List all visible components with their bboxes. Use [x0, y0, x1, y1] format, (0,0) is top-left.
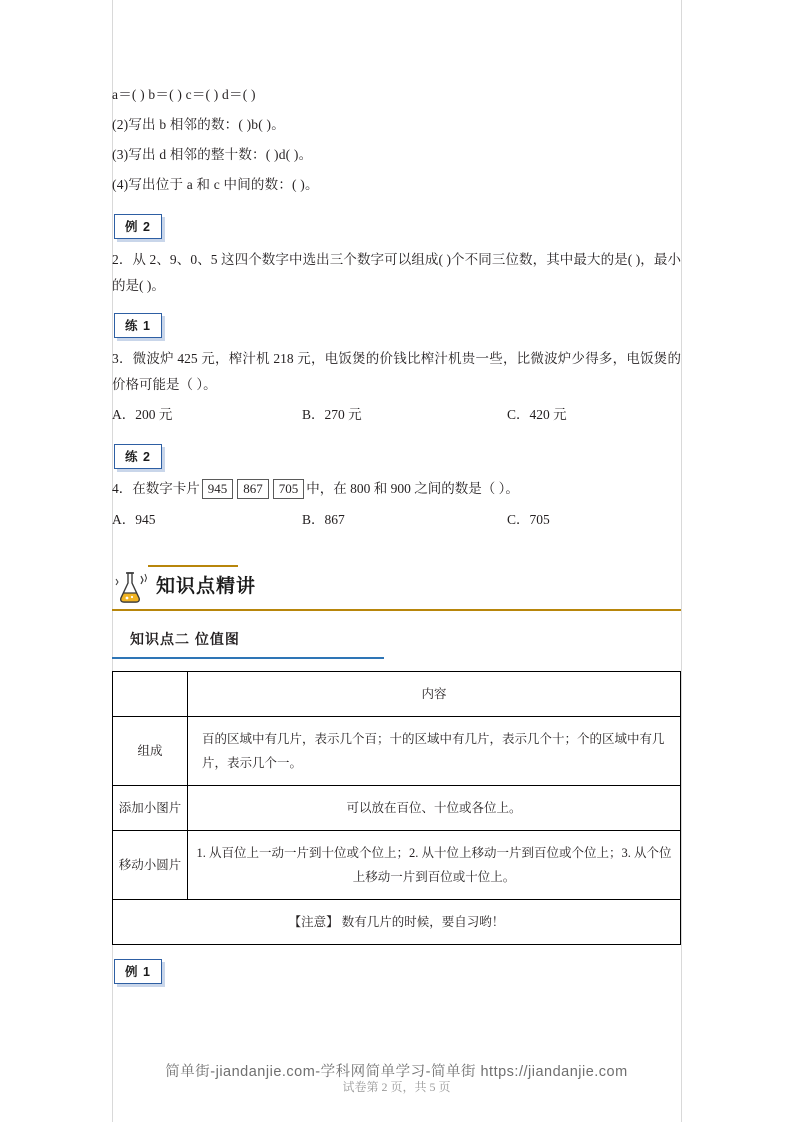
- practice-2-tag: 练 2: [114, 444, 162, 469]
- table-header-content: 内容: [188, 672, 681, 717]
- knowledge-section-header: [112, 565, 681, 611]
- question-3: 3．微波炉 425 元，榨汁机 218 元，电饭煲的价钱比榨汁机贵一些，比微波炉少得多，电饭煲的价格可能是（ ）。: [112, 351, 681, 392]
- table-row: [113, 786, 681, 831]
- example-1-tag-wrap: [114, 959, 681, 984]
- question-1-3: (3)写出 d 相邻的整十数：( )d( )。: [112, 147, 313, 162]
- knowledge-subsection-title: 知识点二 位值图: [130, 631, 240, 647]
- table-note-row: [113, 900, 681, 945]
- page-footer: [0, 1060, 793, 1094]
- question-3-choice-c: C．420 元: [507, 407, 567, 422]
- knowledge-section-title: 知识点精讲: [156, 576, 257, 597]
- number-card: 705: [273, 479, 305, 499]
- watermark-text: 简单街-jiandanjie.com-学科网简单学习-简单街 https://jiandanjie.com: [165, 1064, 628, 1080]
- question-4-choices: [112, 505, 681, 535]
- subsection-underline: [112, 657, 384, 659]
- row-label-add-image: 添加小图片: [113, 786, 188, 831]
- question-1-4: (4)写出位于 a 和 c 中间的数：( )。: [112, 177, 319, 192]
- header-bottom-rule: [112, 609, 681, 611]
- row-label-move-disc: 移动小圆片: [113, 831, 188, 900]
- question-3-choice-a: A．200 元: [112, 407, 173, 422]
- question-4-choice-c: C．705: [507, 512, 550, 527]
- flask-icon: [112, 567, 152, 607]
- document-content: [112, 80, 681, 990]
- example-1-tag: 例 1: [114, 959, 162, 984]
- table-row: [113, 717, 681, 786]
- table-corner-cell: [113, 672, 188, 717]
- question-4-prefix: 4．在数字卡片: [112, 481, 200, 496]
- row-label-composition: 组成: [113, 717, 188, 786]
- variables-line: a＝( ) b＝( ) c＝( ) d＝( ): [112, 87, 256, 102]
- question-1-2: (2)写出 b 相邻的数：( )b( )。: [112, 117, 285, 132]
- question-4-choice-b: B．867: [302, 512, 345, 527]
- number-card: 945: [202, 479, 234, 499]
- question-4-choice-a: A．945: [112, 512, 156, 527]
- table-row: [113, 831, 681, 900]
- number-card: 867: [237, 479, 269, 499]
- page-number: 试卷第 2 页，共 5 页: [342, 1080, 451, 1094]
- example-2-tag-wrap: [114, 214, 681, 239]
- question-4-suffix: 中，在 800 和 900 之间的数是（ ）。: [306, 481, 519, 496]
- right-margin-rule: [681, 0, 682, 1122]
- header-top-rule: [148, 565, 238, 567]
- row-content-composition: 百的区域中有几片，表示几个百；十的区域中有几片，表示几个十；个的区域中有几片，表示几个一。: [188, 717, 681, 786]
- row-content-add-image: 可以放在百位、十位或各位上。: [188, 786, 681, 831]
- practice-2-tag-wrap: [114, 444, 681, 469]
- question-3-choice-b: B．270 元: [302, 407, 362, 422]
- table-header-row: [113, 672, 681, 717]
- practice-1-tag-wrap: [114, 313, 681, 338]
- question-4: [112, 475, 681, 503]
- example-2-tag: 例 2: [114, 214, 162, 239]
- question-3-choices: [112, 400, 681, 430]
- row-content-move-disc: 1. 从百位上一动一片到十位或个位上；2. 从十位上移动一片到百位或个位上；3. 从个位上移动一片到百位或十位上。: [188, 831, 681, 900]
- knowledge-table: [112, 671, 681, 945]
- knowledge-subsection: [112, 629, 681, 659]
- table-note: 【注意】 数有几片的时候，要自习哟！: [113, 900, 681, 945]
- practice-1-tag: 练 1: [114, 313, 162, 338]
- question-2: 2．从 2、9、0、5 这四个数字中选出三个数字可以组成( )个不同三位数，其中最大的是( )，最小的是( )。: [112, 252, 681, 293]
